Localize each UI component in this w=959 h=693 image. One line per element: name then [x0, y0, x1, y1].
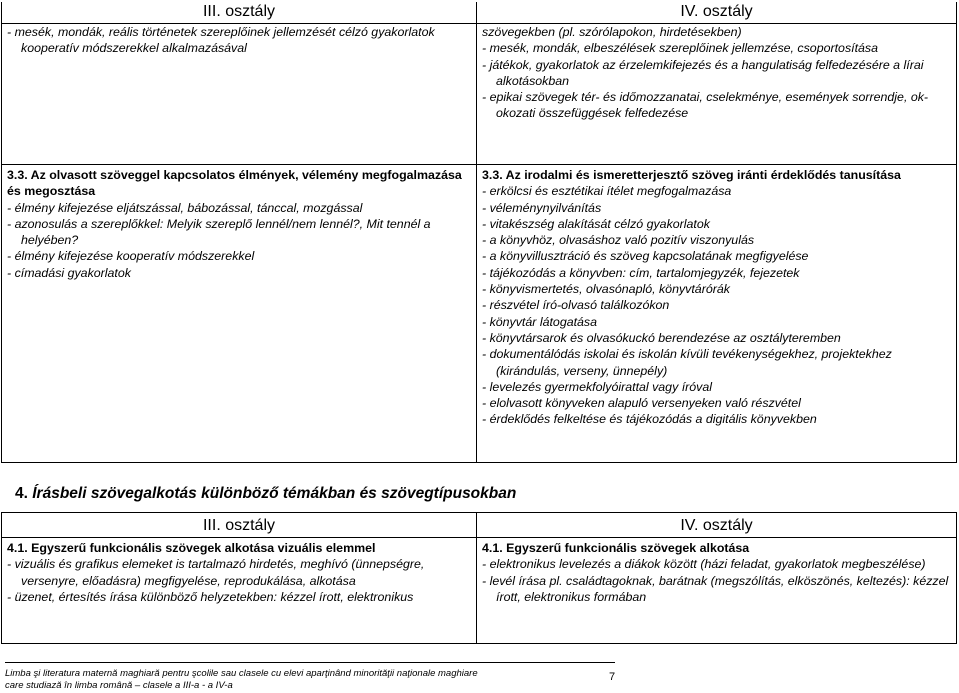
- list-item: - epikai szövegek tér- és időmozzanatai, cselekménye, események sorrendje, ok-okozati összefüggések felfedezése: [482, 90, 929, 121]
- list-item: - könyvismertetés, olvasónapló, könyvtárórák: [482, 282, 730, 297]
- list-item: - erkölcsi és esztétikai ítélet megfogalmazása: [482, 184, 732, 199]
- grade4-section-4-1-cell: [477, 538, 957, 644]
- grade4-section-4-1-title: 4.1. Egyszerű funkcionális szövegek alkotása: [482, 541, 750, 555]
- grade4-continued-lines: [482, 24, 951, 40]
- footer-line-1: Limba şi literatura maternă maghiară pentru şcolile sau clasele cu elevi aparţinând minorităţii naţionale maghiare: [5, 668, 478, 679]
- grade4-header: IV. osztály: [477, 2, 957, 24]
- list-item: - címadási gyakorlatok: [7, 265, 131, 280]
- list-item: - érdeklődés felkeltése és tájékozódás a digitális könyvekben: [482, 412, 817, 427]
- text-line: szövegekben (pl. szórólapokon, hirdetésekben): [482, 25, 742, 39]
- list-item: - játékok, gyakorlatok az érzelemkifejezés és a hangulatiság felfedezésére a lírai alkotásokban: [482, 57, 924, 88]
- grade3-continued-list: [7, 24, 471, 57]
- grade4-section-3-3-list: [482, 183, 951, 427]
- grade3-section-3-3-cell: [2, 165, 477, 463]
- list-item: - dokumentálódás iskolai és iskolán kívüli tevékenységekhez, projektekhez (kirándulás, verseny, ünnepély): [482, 347, 892, 378]
- list-item: - vitakészség alakítását célzó gyakorlatok: [482, 216, 710, 231]
- list-item: - részvétel író-olvasó találkozókon: [482, 298, 670, 313]
- grade3-section-4-1-cell: [2, 538, 477, 644]
- grade3-section-3-3-title: 3.3. Az olvasott szöveggel kapcsolatos élmények, vélemény megfogalmazása és megosztása: [7, 168, 462, 199]
- page-number: 7: [609, 671, 616, 683]
- lower-table: [1, 512, 957, 644]
- list-item: - könyvtár látogatása: [482, 314, 598, 329]
- list-item: - elolvasott könyveken alapuló versenyeken való részvétel: [482, 396, 801, 411]
- grade4-section-4-1-list: [482, 556, 951, 605]
- list-item: - mesék, mondák, elbeszélések szereplőinek jellemzése, csoportosítása: [482, 41, 878, 56]
- grade3-continued-cell: [2, 24, 477, 165]
- list-item: - azonosulás a szereplőkkel: Melyik szereplő lennél/nem lennél?, Mit tennél a helyében?: [7, 216, 431, 248]
- list-item: - vizuális és grafikus elemeket is tartalmazó hirdetés, meghívó (ünnepségre, versenyre, előadásra) megfigyelése, reprodukálása, alkotása: [7, 557, 425, 588]
- list-item: - levél írása pl. családtagoknak, barátnak (megszólítás, elköszönés, keltezés): kézzel írott, elektronikus formában: [482, 573, 949, 604]
- list-item: - üzenet, értesítés írása különböző helyzetekben: kézzel írott, elektronikus: [7, 589, 414, 604]
- list-item: - tájékozódás a könyvben: cím, tartalomjegyzék, fejezetek: [482, 265, 800, 280]
- grade3-section-4-1-title: 4.1. Egyszerű funkcionális szövegek alkotása vizuális elemmel: [7, 541, 376, 555]
- list-item: - élmény kifejezése kooperatív módszerekkel: [7, 249, 255, 264]
- grade3-section-4-1-list: [7, 556, 471, 605]
- section-4-heading: [15, 485, 516, 503]
- list-item: - véleménynyilvánítás: [482, 200, 602, 215]
- grade4-header-lower: IV. osztály: [477, 513, 957, 538]
- list-item: - a könyvillusztráció és szöveg kapcsolatának megfigyelése: [482, 249, 809, 264]
- grade3-header-lower: III. osztály: [2, 513, 477, 538]
- list-item: - levelezés gyermekfolyóirattal vagy íróval: [482, 379, 713, 394]
- section-4-title: Írásbeli szövegalkotás különböző témákban és szövegtípusokban: [32, 485, 517, 502]
- footer-rule: [5, 662, 615, 663]
- list-item: - a könyvhöz, olvasáshoz való pozitív viszonyulás: [482, 233, 755, 248]
- grade4-continued-cell: [477, 24, 957, 165]
- grade4-section-3-3-title: 3.3. Az irodalmi és ismeretterjesztő szöveg iránti érdeklődés tanusítása: [482, 168, 901, 182]
- grade4-section-3-3-cell: [477, 165, 957, 463]
- footer-line-2: care studiază în limba română – clasele a III-a - a IV-a: [5, 680, 233, 691]
- grade3-header: III. osztály: [2, 2, 477, 24]
- grade4-continued-list: [482, 40, 951, 121]
- list-item: - elektronikus levelezés a diákok között (házi feladat, gyakorlatok megbeszélése): [482, 557, 926, 572]
- list-item: - élmény kifejezése eljátszással, bábozással, tánccal, mozgással: [7, 200, 363, 215]
- upper-table: [1, 2, 957, 463]
- list-item: - könyvtársarok és olvasókuckó berendezése az osztályteremben: [482, 330, 841, 345]
- grade3-section-3-3-list: [7, 200, 471, 281]
- list-item: - mesék, mondák, reális történetek szereplőinek jellemzését célzó gyakorlatok kooperatív módszerekkel alkalmazásával: [7, 25, 435, 56]
- section-4-number: 4.: [15, 485, 28, 502]
- footer-text: [5, 668, 478, 692]
